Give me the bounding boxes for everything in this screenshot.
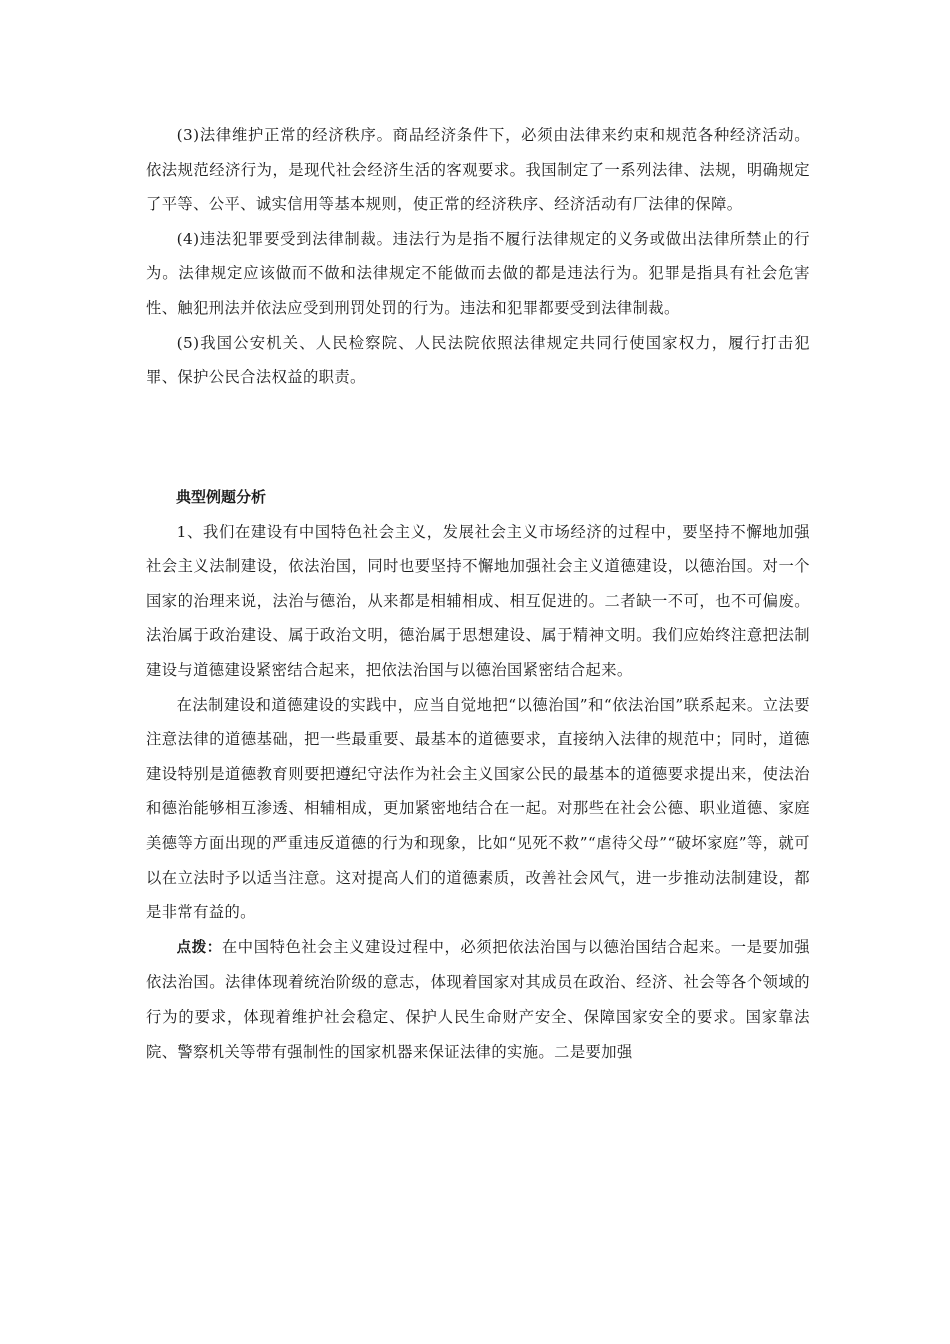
law-points-section [146,118,810,395]
hint-text: 在中国特色社会主义建设过程中，必须把依法治国与以德治国结合起来。一是要加强依法治国。法律体现着统治阶级的意志，体现着国家对其成员在政治、经济、社会等各个领域的行为的要求，体现着维护社会稳定、保护人民生命财产安全、保障国家安全的要求。国家靠法院、警察机关等带有强制性的国家机器来保证法律的实施。二是要加强 [146,937,810,1061]
paragraph-legal-sanctions: (4)违法犯罪要受到法律制裁。违法行为是指不履行法律规定的义务或做出法律所禁止的行为。法律规定应该做而不做和法律规定不能做而去做的都是违法行为。犯罪是指具有社会危害性、触犯刑法并依法应受到刑罚处罚的行为。违法和犯罪都要受到法律制裁。 [146,229,810,317]
example-continuation: 在法制建设和道德建设的实践中，应当自觉地把“以德治国”和“依法治国”联系起来。立法要注意法律的道德基础，把一些最重要、最基本的道德要求，直接纳入法律的规范中；同时，道德建设特别是道德教育则要把遵纪守法作为社会主义国家公民的最基本的道德要求提出来，使法治和德治能够相互渗透、相辅相成，更加紧密地结合在一起。对那些在社会公德、职业道德、家庭美德等方面出现的严重违反道德的行为和现象，比如“见死不救”“虐待父母”“破坏家庭”等，就可以在立法时予以适当注意。这对提高人们的道德素质，改善社会风气，进一步推动法制建设，都是非常有益的。 [146,695,810,922]
example-question: 1、我们在建设有中国特色社会主义，发展社会主义市场经济的过程中，要坚持不懈地加强社会主义法制建设，依法治国，同时也要坚持不懈地加强社会主义道德建设，以德治国。对一个国家的治理来说，法治与德治，从来都是相辅相成、相互促进的。二者缺一不可，也不可偏废。法治属于政治建设、属于政治文明，德治属于思想建设、属于精神文明。我们应始终注意把法制建设与道德建设紧密结合起来，把依法治国与以德治国紧密结合起来。 [146,522,810,679]
hint-label: 点拨： [176,939,222,956]
example-section [146,480,810,1069]
paragraph-state-organs: (5)我国公安机关、人民检察院、人民法院依照法律规定共同行使国家权力，履行打击犯罪、保护公民合法权益的职责。 [146,333,810,387]
section-heading: 典型例题分析 [176,488,267,506]
paragraph-economic-order: (3)法律维护正常的经济秩序。商品经济条件下，必须由法律来约束和规范各种经济活动。依法规范经济行为，是现代社会经济生活的客观要求。我国制定了一系列法律、法规，明确规定了平等、公平、诚实信用等基本规则，使正常的经济秩序、经济活动有厂法律的保障。 [146,126,810,214]
example-hint [146,930,810,1069]
